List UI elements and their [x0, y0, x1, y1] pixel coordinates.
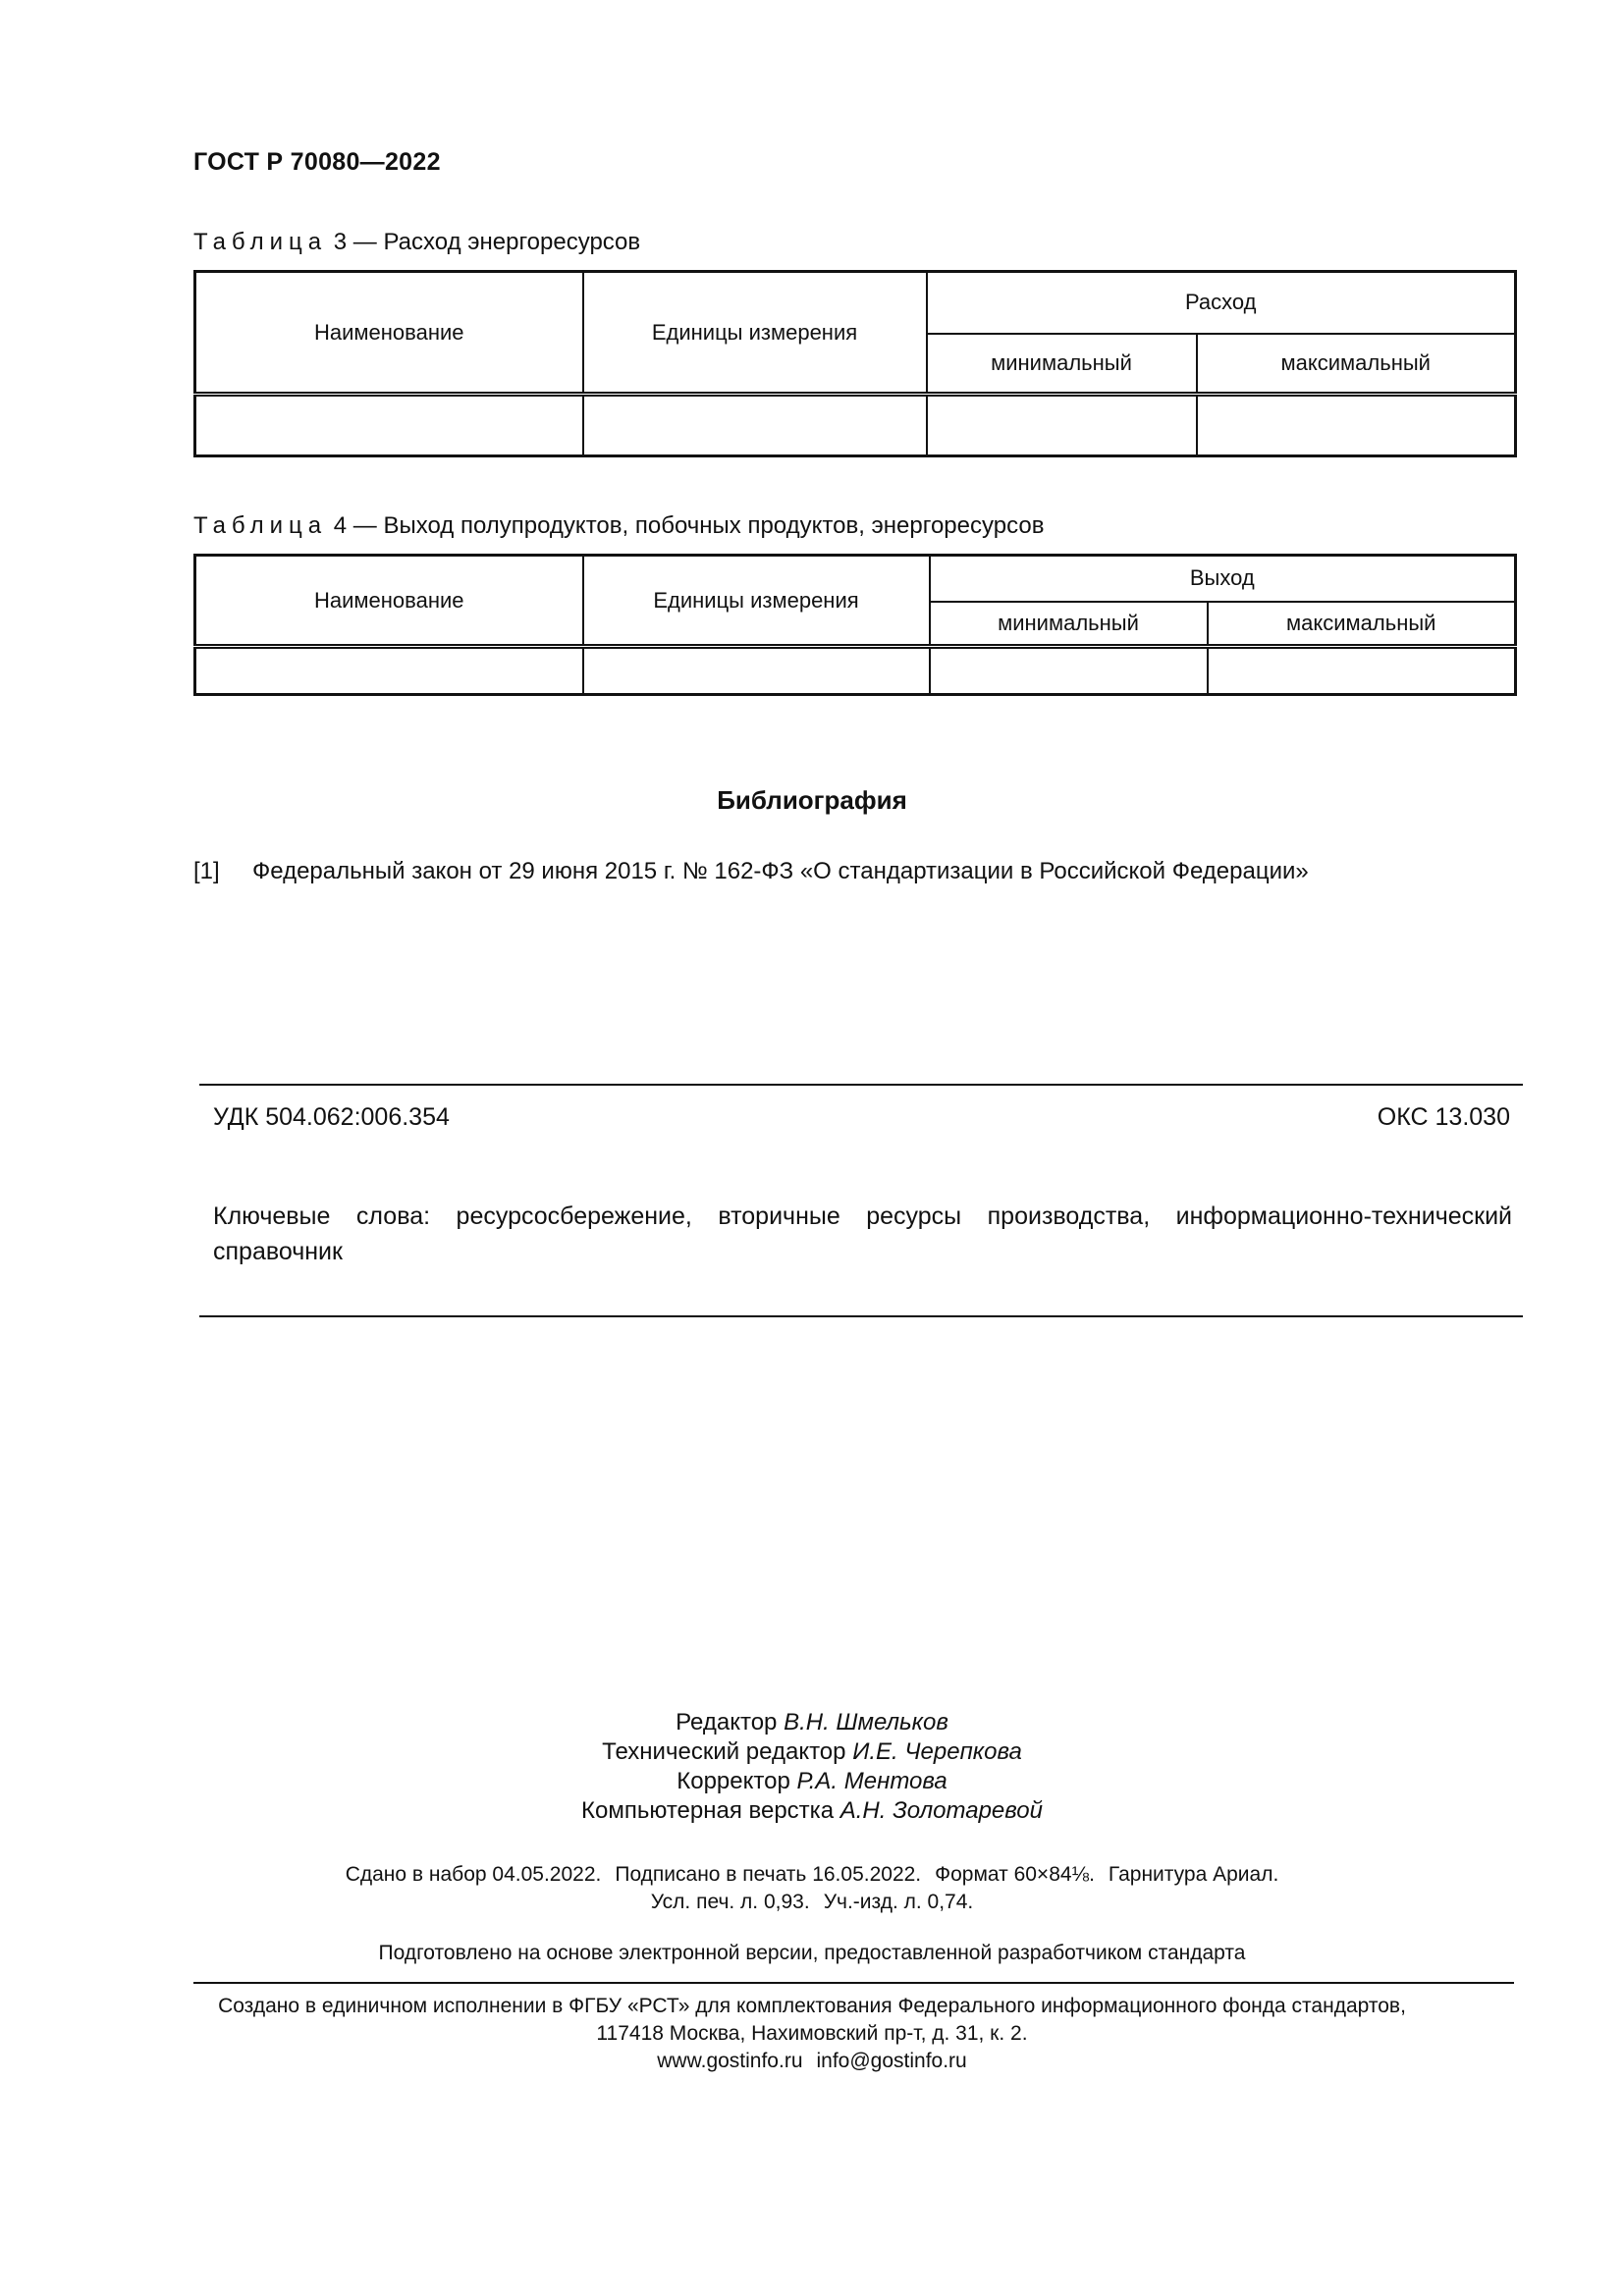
site-link[interactable]: www.gostinfo.ru [657, 2050, 803, 2072]
prepared-note: Подготовлено на основе электронной версии, предоставленной разработчиком стандарта [378, 1942, 1246, 1964]
table4 [193, 554, 1517, 696]
imprint-typeface: Гарнитура Ариал. [1108, 1863, 1279, 1886]
credit-role: Компьютерная верстка [581, 1797, 835, 1824]
table3-header-max: максимальный [1197, 334, 1516, 395]
credit-editor [0, 1708, 1624, 1737]
table4-caption-title: 4 — Выход полупродуктов, побочных продуктов, энергоресурсов [327, 512, 1045, 539]
table3-caption [193, 229, 640, 256]
imprint-line-1 [0, 1861, 1624, 1889]
divider-bottom [199, 1315, 1523, 1317]
table3-header-group: Расход [927, 272, 1516, 334]
imprint-format: Формат 60×84⅛. [935, 1863, 1095, 1886]
table3-cell [195, 395, 583, 456]
credits [0, 1708, 1624, 1826]
credit-person: Р.А. Ментова [796, 1768, 947, 1794]
imprint-pub-sheets: Уч.-изд. л. 0,74. [823, 1891, 974, 1913]
table4-header-group: Выход [930, 556, 1516, 602]
created-line-3 [0, 2048, 1624, 2075]
table3-header-name: Наименование [195, 272, 583, 395]
table4-header-min: минимальный [930, 602, 1208, 647]
table4-cell [1208, 647, 1516, 695]
oks-code: ОКС 13.030 [1377, 1103, 1510, 1131]
bibliography-item [193, 858, 1309, 885]
keywords: Ключевые слова: ресурсосбережение, вторичные ресурсы производства, информационно-технический справочник [213, 1202, 1512, 1265]
table4-cell [195, 647, 583, 695]
created-line-1: Создано в единичном исполнении в ФГБУ «РСТ» для комплектования Федерального информационного фонда стандартов, [218, 1995, 1406, 2017]
divider-top [199, 1084, 1523, 1086]
table3-cell [1197, 395, 1516, 456]
credit-role: Корректор [677, 1768, 790, 1794]
credit-person: А.Н. Золотаревой [839, 1797, 1043, 1824]
table3-caption-word: Таблица [193, 229, 328, 255]
table3-cell [927, 395, 1197, 456]
imprint [0, 1861, 1624, 1916]
bibliography-item-number: [1] [193, 858, 220, 884]
table3-cell [583, 395, 927, 456]
created-line-2: 117418 Москва, Нахимовский пр-т, д. 31, к. 2. [596, 2022, 1028, 2045]
table3-header-units: Единицы измерения [583, 272, 927, 395]
table4-cell [583, 647, 930, 695]
table4-header-max: максимальный [1208, 602, 1516, 647]
bibliography-title: Библиография [717, 785, 907, 815]
table4-cell [930, 647, 1208, 695]
udk-code: УДК 504.062:006.354 [213, 1103, 450, 1131]
credit-person: И.Е. Черепкова [852, 1738, 1022, 1765]
credit-layout [0, 1796, 1624, 1826]
divider-imprint [193, 1982, 1514, 1984]
credit-tech-editor [0, 1737, 1624, 1767]
imprint-line-2 [0, 1889, 1624, 1916]
email-link[interactable]: info@gostinfo.ru [816, 2050, 967, 2072]
table4-header-name: Наименование [195, 556, 583, 647]
imprint-submitted: Сдано в набор 04.05.2022. [345, 1863, 602, 1886]
table4-header-units: Единицы измерения [583, 556, 930, 647]
imprint-signed: Подписано в печать 16.05.2022. [615, 1863, 922, 1886]
bibliography-item-text: Федеральный закон от 29 июня 2015 г. № 162-ФЗ «О стандартизации в Российской Федерации» [252, 858, 1309, 884]
credit-role: Технический редактор [602, 1738, 846, 1765]
table3 [193, 270, 1517, 457]
imprint-print-sheets: Усл. печ. л. 0,93. [650, 1891, 810, 1913]
credit-person: В.Н. Шмельков [784, 1709, 948, 1735]
document-number: ГОСТ Р 70080—2022 [193, 148, 441, 176]
table4-caption [193, 512, 1044, 540]
table3-caption-title: 3 — Расход энергоресурсов [327, 229, 641, 255]
table4-caption-word: Таблица [193, 512, 328, 539]
credit-proofreader [0, 1767, 1624, 1796]
table3-header-min: минимальный [927, 334, 1197, 395]
credit-role: Редактор [676, 1709, 778, 1735]
created-note [0, 1993, 1624, 2075]
